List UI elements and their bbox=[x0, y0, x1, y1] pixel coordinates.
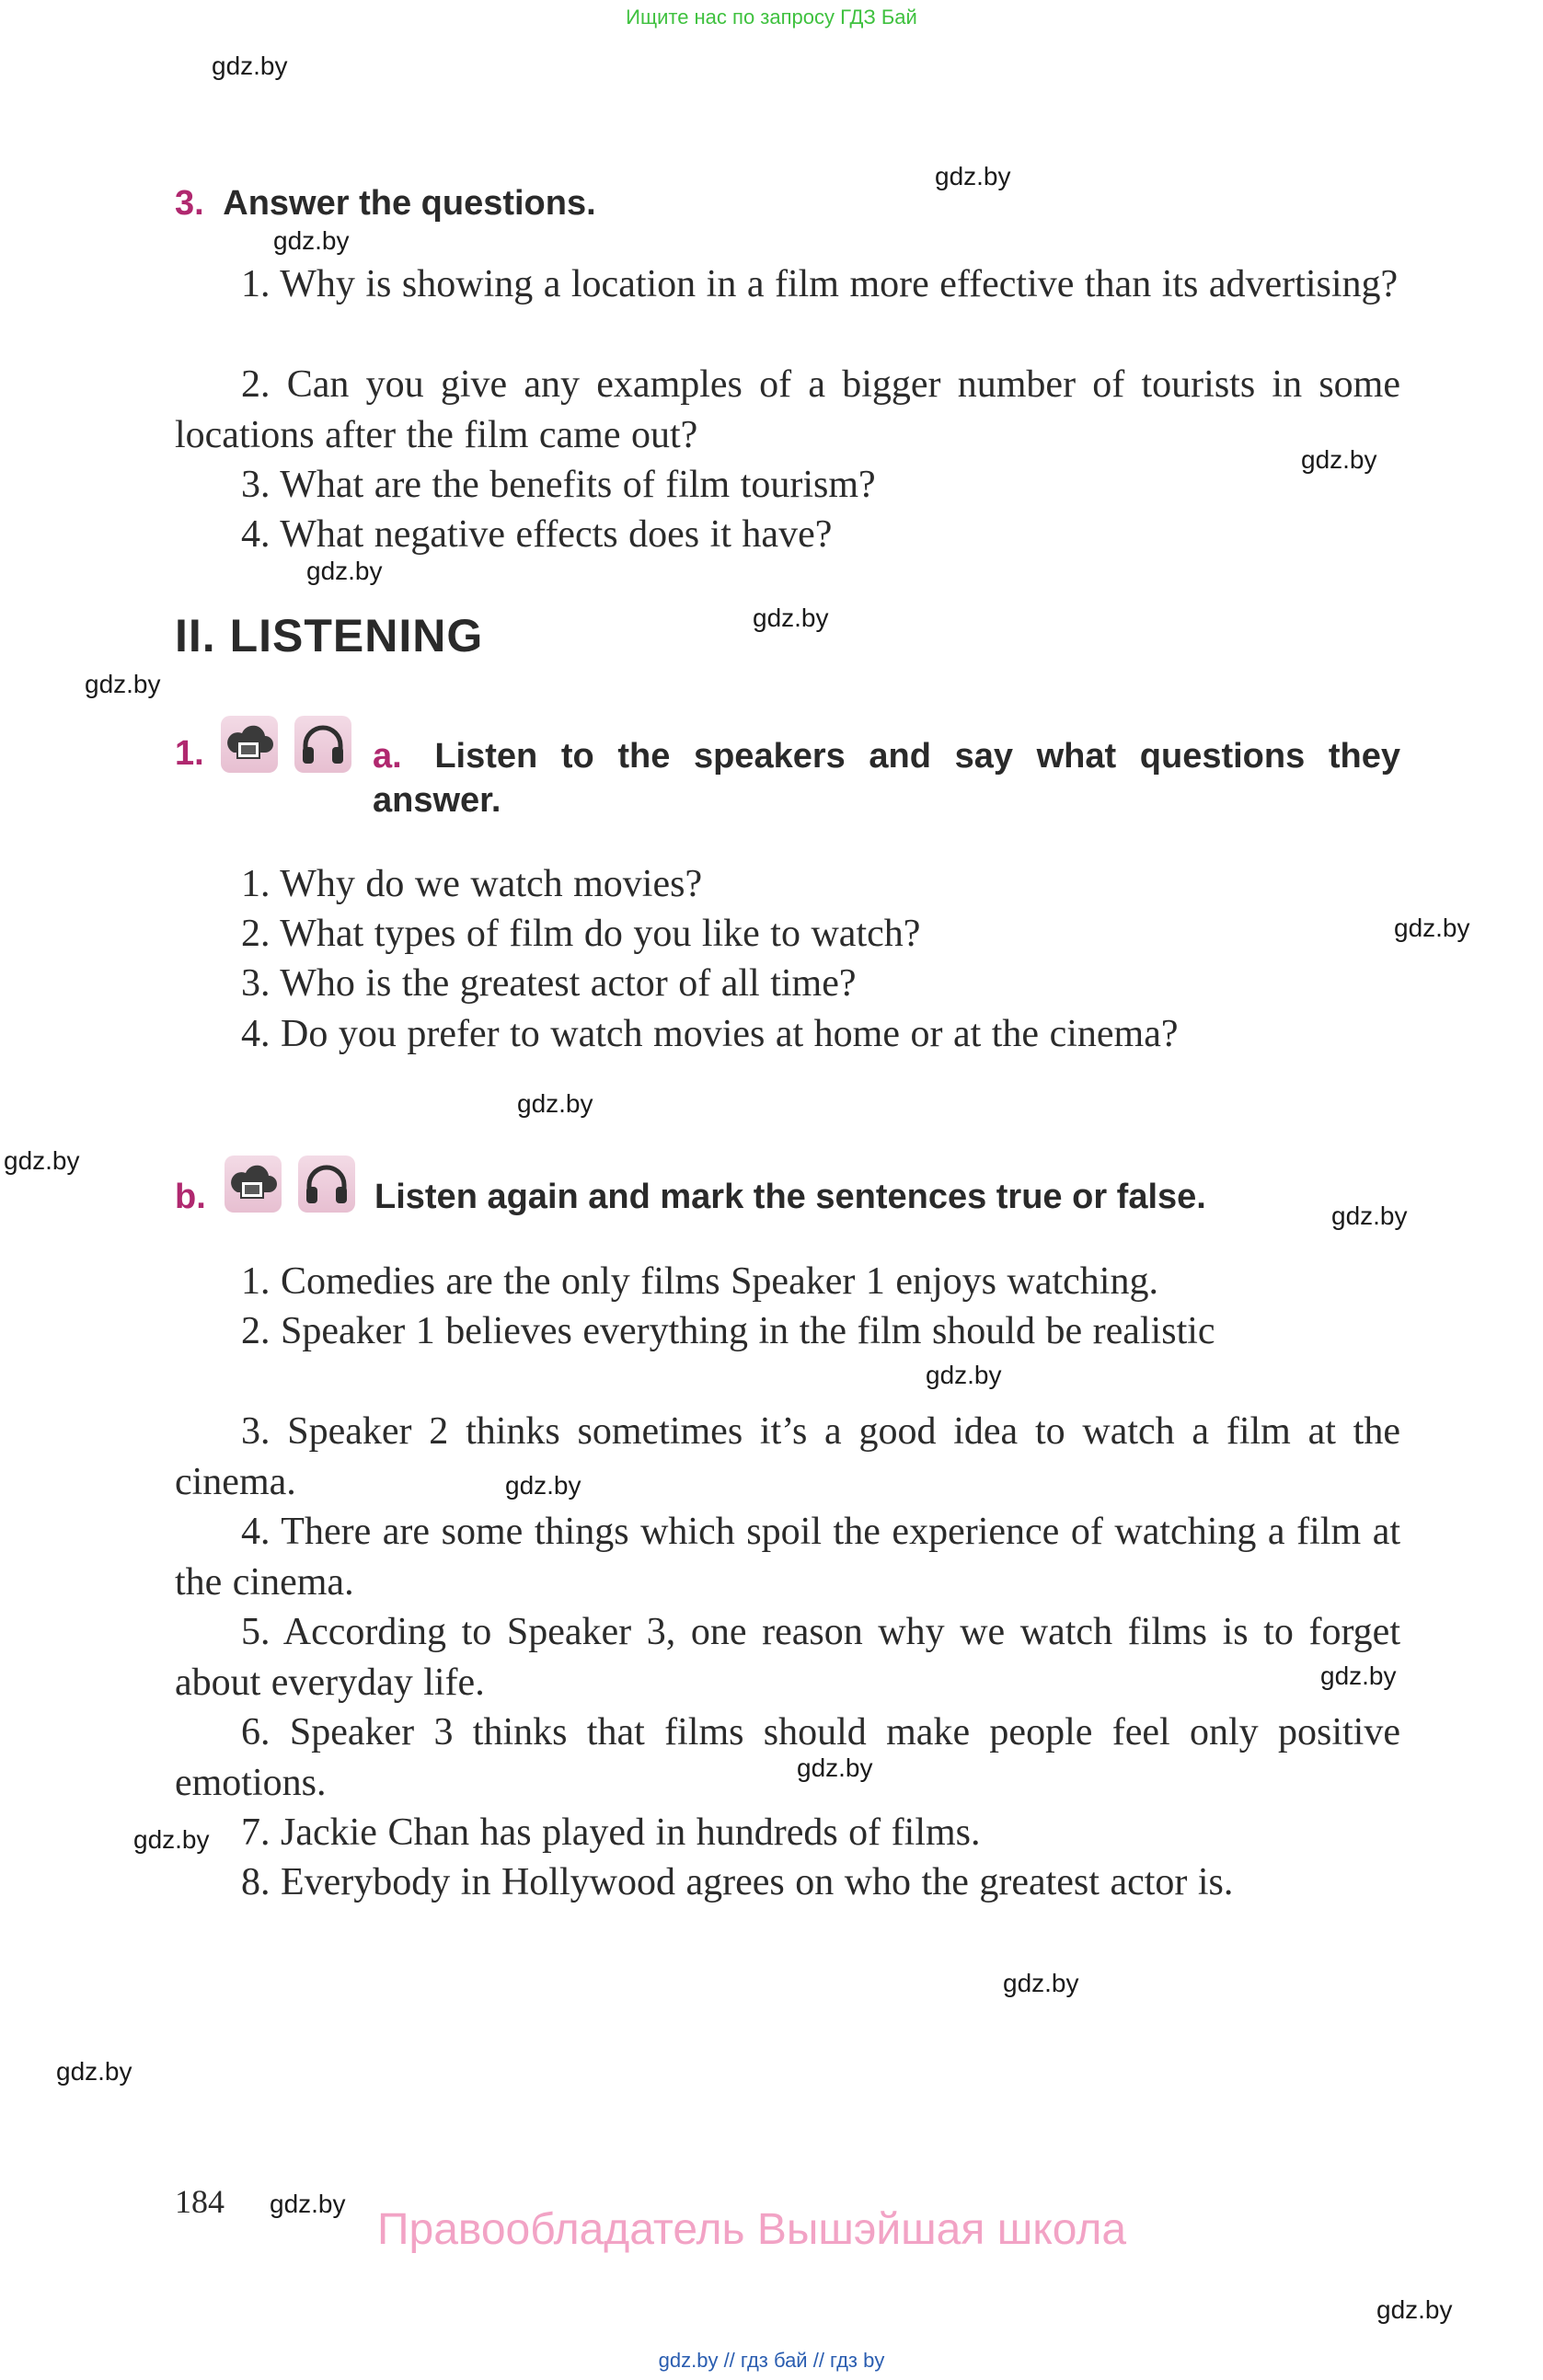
headphones-icon[interactable] bbox=[294, 716, 351, 773]
watermark: gdz.by bbox=[797, 1753, 873, 1782]
headphones-icon[interactable] bbox=[298, 1156, 355, 1213]
watermark: gdz.by bbox=[926, 1361, 1002, 1389]
watermark: gdz.by bbox=[1331, 1201, 1408, 1230]
question: 1. Why do we watch movies? bbox=[241, 863, 703, 905]
video-icon[interactable] bbox=[221, 716, 278, 773]
watermark: gdz.by bbox=[517, 1089, 593, 1118]
question: 4. What negative effects does it have? bbox=[241, 513, 833, 556]
watermark: gdz.by bbox=[1320, 1661, 1397, 1690]
video-icon[interactable] bbox=[225, 1156, 282, 1213]
task3-heading bbox=[175, 184, 596, 224]
question: 2. Can you give any examples of a bigger number of tourists in some locations after the film came out? bbox=[175, 363, 1400, 456]
watermark: gdz.by bbox=[505, 1471, 582, 1500]
sentence: 2. Speaker 1 believes everything in the film should be realistic bbox=[241, 1310, 1215, 1352]
task1a-heading bbox=[373, 734, 1400, 822]
sentence: 8. Everybody in Hollywood agrees on who the greatest actor is. bbox=[241, 1861, 1234, 1903]
watermark: gdz.by bbox=[133, 1825, 210, 1854]
watermark: gdz.by bbox=[1376, 2295, 1453, 2324]
question: 2. What types of film do you like to watch? bbox=[241, 913, 921, 955]
watermark: gdz.by bbox=[1301, 445, 1377, 474]
watermark: gdz.by bbox=[4, 1146, 80, 1175]
task3-number: 3. bbox=[175, 184, 204, 223]
watermark: gdz.by bbox=[1003, 1969, 1079, 1997]
sentence: 1. Comedies are the only films Speaker 1 enjoys watching. bbox=[241, 1260, 1158, 1303]
watermark: gdz.by bbox=[212, 52, 288, 80]
rights-holder: Правообладатель Вышэйшая школа bbox=[377, 2205, 1127, 2254]
sentence: 6. Speaker 3 thinks that films should make people feel only positive emotions. bbox=[175, 1711, 1400, 1804]
sentence: 4. There are some things which spoil the experience of watching a film at the cinema. bbox=[175, 1511, 1400, 1604]
task1b-letter: b. bbox=[175, 1178, 206, 1216]
task1a-number: 1. bbox=[175, 734, 204, 773]
watermark: gdz.by bbox=[273, 226, 350, 255]
watermark: gdz.by bbox=[935, 162, 1011, 190]
question: 3. What are the benefits of film tourism? bbox=[241, 464, 876, 506]
footer-links[interactable]: gdz.by // гдз бай // гдз by bbox=[658, 2349, 885, 2372]
watermark: gdz.by bbox=[753, 604, 829, 632]
question: 4. Do you prefer to watch movies at home or at the cinema? bbox=[241, 1013, 1179, 1055]
task1a-title: Listen to the speakers and say what questions they answer. bbox=[373, 737, 1400, 820]
watermark: gdz.by bbox=[306, 557, 383, 585]
sentence: 7. Jackie Chan has played in hundreds of films. bbox=[241, 1811, 981, 1854]
section-title: II. LISTENING bbox=[175, 610, 484, 661]
task1a-letter: a. bbox=[373, 737, 402, 776]
watermark: gdz.by bbox=[85, 670, 161, 698]
top-banner[interactable]: Ищите нас по запросу ГДЗ Бай bbox=[626, 6, 917, 29]
task3-title: Answer the questions. bbox=[223, 184, 596, 223]
question: 3. Who is the greatest actor of all time? bbox=[241, 962, 857, 1005]
watermark: gdz.by bbox=[270, 2190, 346, 2218]
question: 1. Why is showing a location in a film more effective than its advertising? bbox=[241, 263, 1399, 305]
sentence: 5. According to Speaker 3, one reason why we watch films is to forget about everyday life. bbox=[175, 1611, 1400, 1704]
watermark: gdz.by bbox=[1394, 914, 1470, 942]
sentence: 3. Speaker 2 thinks sometimes it’s a good idea to watch a film at the cinema. bbox=[175, 1410, 1400, 1503]
watermark: gdz.by bbox=[56, 2057, 132, 2086]
task1b-title: Listen again and mark the sentences true or false. bbox=[374, 1178, 1206, 1216]
page-number: 184 bbox=[175, 2183, 225, 2220]
